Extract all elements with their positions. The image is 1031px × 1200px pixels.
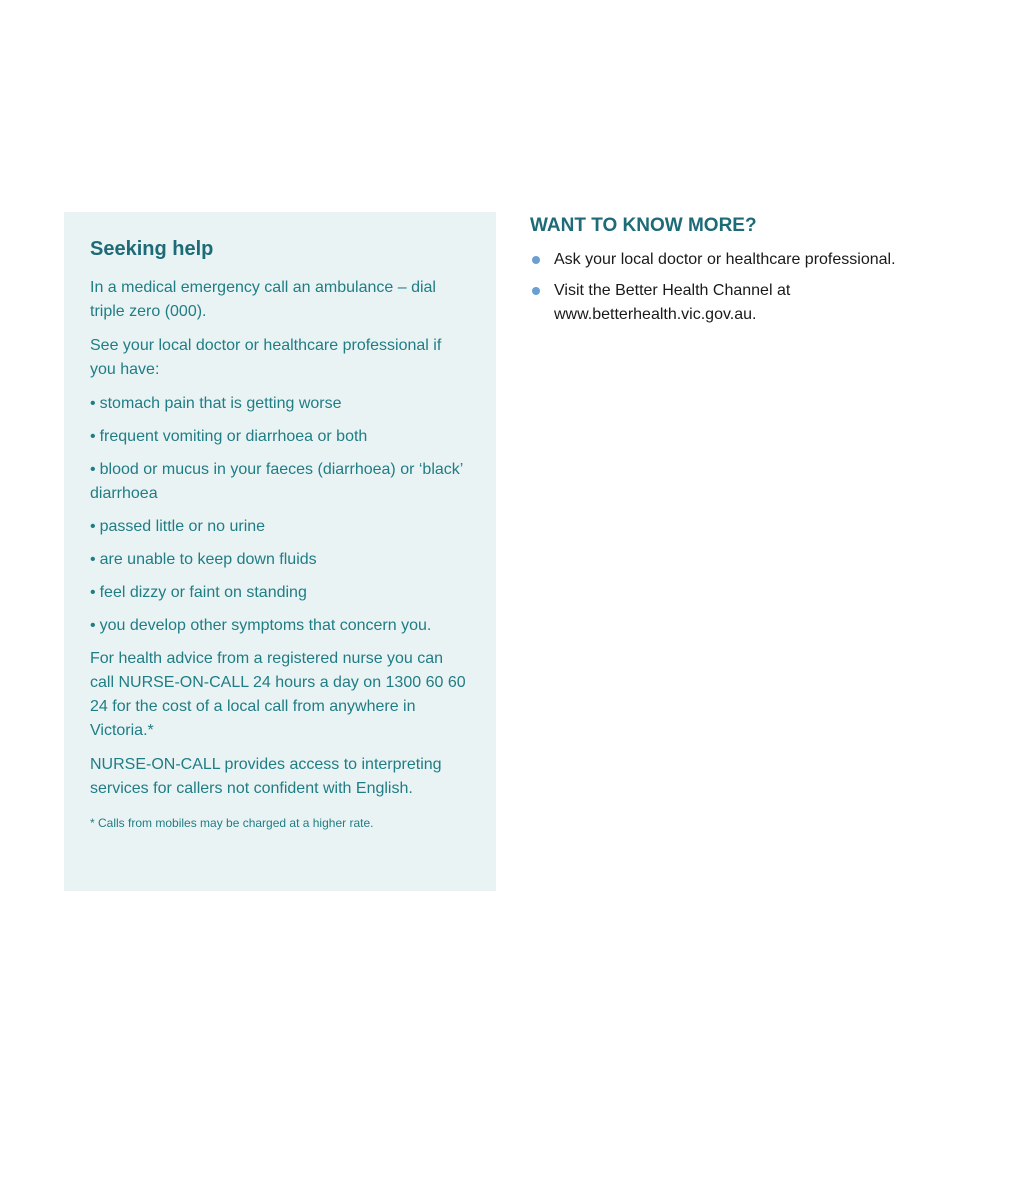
more-info-item xyxy=(530,279,980,327)
want-to-know-more-title: WANT TO KNOW MORE? xyxy=(530,215,757,236)
bullet-dot-icon xyxy=(532,287,540,295)
emergency-text: In a medical emergency call an ambulance – dial triple zero (000). xyxy=(90,279,436,320)
interpreting-text: NURSE-ON-CALL provides access to interpreting services for callers not confident with English. xyxy=(90,756,442,797)
symptom-item: • passed little or no urine xyxy=(90,515,470,539)
bullet-dot-icon xyxy=(532,256,540,264)
symptom-item: • frequent vomiting or diarrhoea or both xyxy=(90,425,470,449)
want-to-know-more-section xyxy=(530,214,980,334)
symptom-item: • feel dizzy or faint on standing xyxy=(90,581,470,605)
more-info-item xyxy=(530,248,980,272)
see-doctor-intro: See your local doctor or healthcare professional if you have: xyxy=(90,337,442,378)
symptom-item: • blood or mucus in your faeces (diarrhoea) or ‘black’ diarrhoea xyxy=(90,458,470,506)
mobile-footnote: * Calls from mobiles may be charged at a higher rate. xyxy=(90,816,374,830)
nurse-advice-text: For health advice from a registered nurse you can call NURSE-ON-CALL 24 hours a day on 1300 60 60 24 for the cost of a local call from anywhere in Victoria.* xyxy=(90,650,466,739)
more-info-list xyxy=(530,248,980,327)
symptom-item: • stomach pain that is getting worse xyxy=(90,392,470,416)
more-info-text: Visit the Better Health Channel at www.betterhealth.vic.gov.au. xyxy=(554,282,791,323)
more-info-text: Ask your local doctor or healthcare professional. xyxy=(554,251,896,268)
symptom-list xyxy=(90,392,470,638)
symptom-item: • are unable to keep down fluids xyxy=(90,548,470,572)
seeking-help-panel xyxy=(64,212,496,891)
seeking-help-title: Seeking help xyxy=(90,238,214,260)
symptom-item: • you develop other symptoms that concern you. xyxy=(90,614,470,638)
